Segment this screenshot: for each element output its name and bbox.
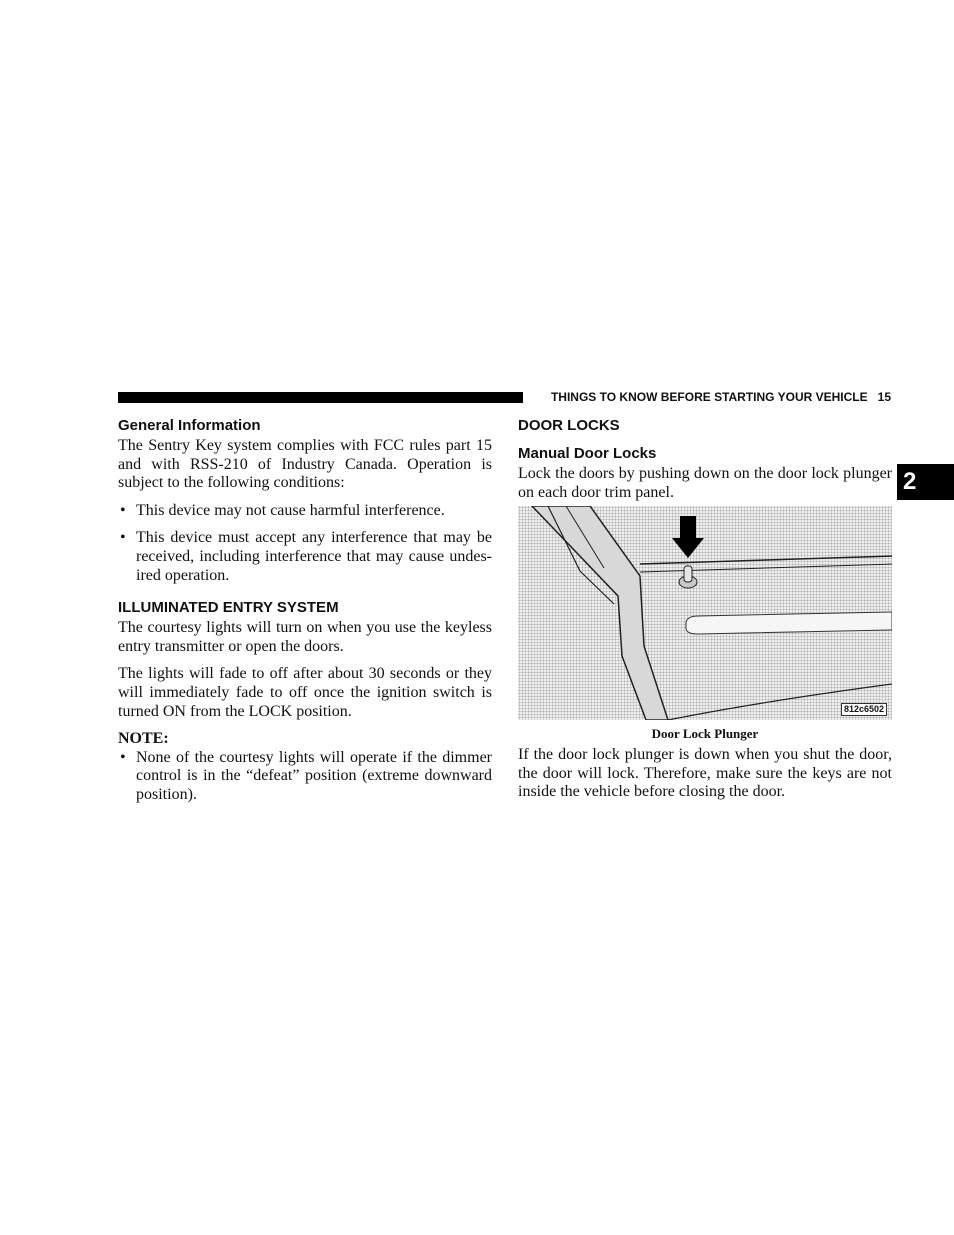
figure-caption: Door Lock Plunger [651,726,759,742]
illuminated-entry-paragraph-2: The lights will fade to off after about 30 seconds or they will immediately fade to off once the ignition switch is turned ON from the LOCK position. [118,665,492,720]
door-locks-heading: DOOR LOCKS [518,417,620,434]
section-title: THINGS TO KNOW BEFORE STARTING YOUR VEHICLE [550,390,868,404]
manual-door-locks-paragraph: Lock the doors by pushing down on the door lock plunger on each door trim panel. [518,465,892,501]
door-lock-plunger-figure [518,506,892,720]
general-information-paragraph: The Sentry Key system complies with FCC rules part 15 and with RSS-210 of Industry Canada. Operation is subject to the following conditions: [118,437,492,492]
door-locks-paragraph-2: If the door lock plunger is down when you shut the door, the door will lock. Therefore, make sure the keys are not inside the vehicle before closing the door. [518,746,892,801]
illuminated-entry-heading: ILLUMINATED ENTRY SYSTEM [118,599,339,617]
door-panel-illustration [518,506,892,720]
general-information-heading: General Information [118,417,261,434]
illuminated-entry-paragraph-1: The courtesy lights will turn on when you use the keyless entry transmitter or open the doors. [118,619,492,655]
conditions-list [118,502,492,585]
list-item: • This device must accept any interference that may be received, including interference that may cause undes-ired operation. [118,529,492,585]
list-item: • This device may not cause harmful interference. [118,502,492,521]
chapter-tab: 2 [897,464,954,500]
left-column [118,417,492,805]
header-rule [118,392,523,403]
figure-code-label: 812c6502 [841,703,887,716]
note-label: NOTE: [118,730,169,748]
page-number: 15 [877,390,891,404]
right-column [518,417,892,802]
manual-door-locks-subheading: Manual Door Locks [518,445,657,462]
running-header [533,390,891,405]
note-list [118,749,492,805]
list-item: • None of the courtesy lights will operate if the dimmer control is in the “defeat” position (extreme downward position). [118,749,492,805]
